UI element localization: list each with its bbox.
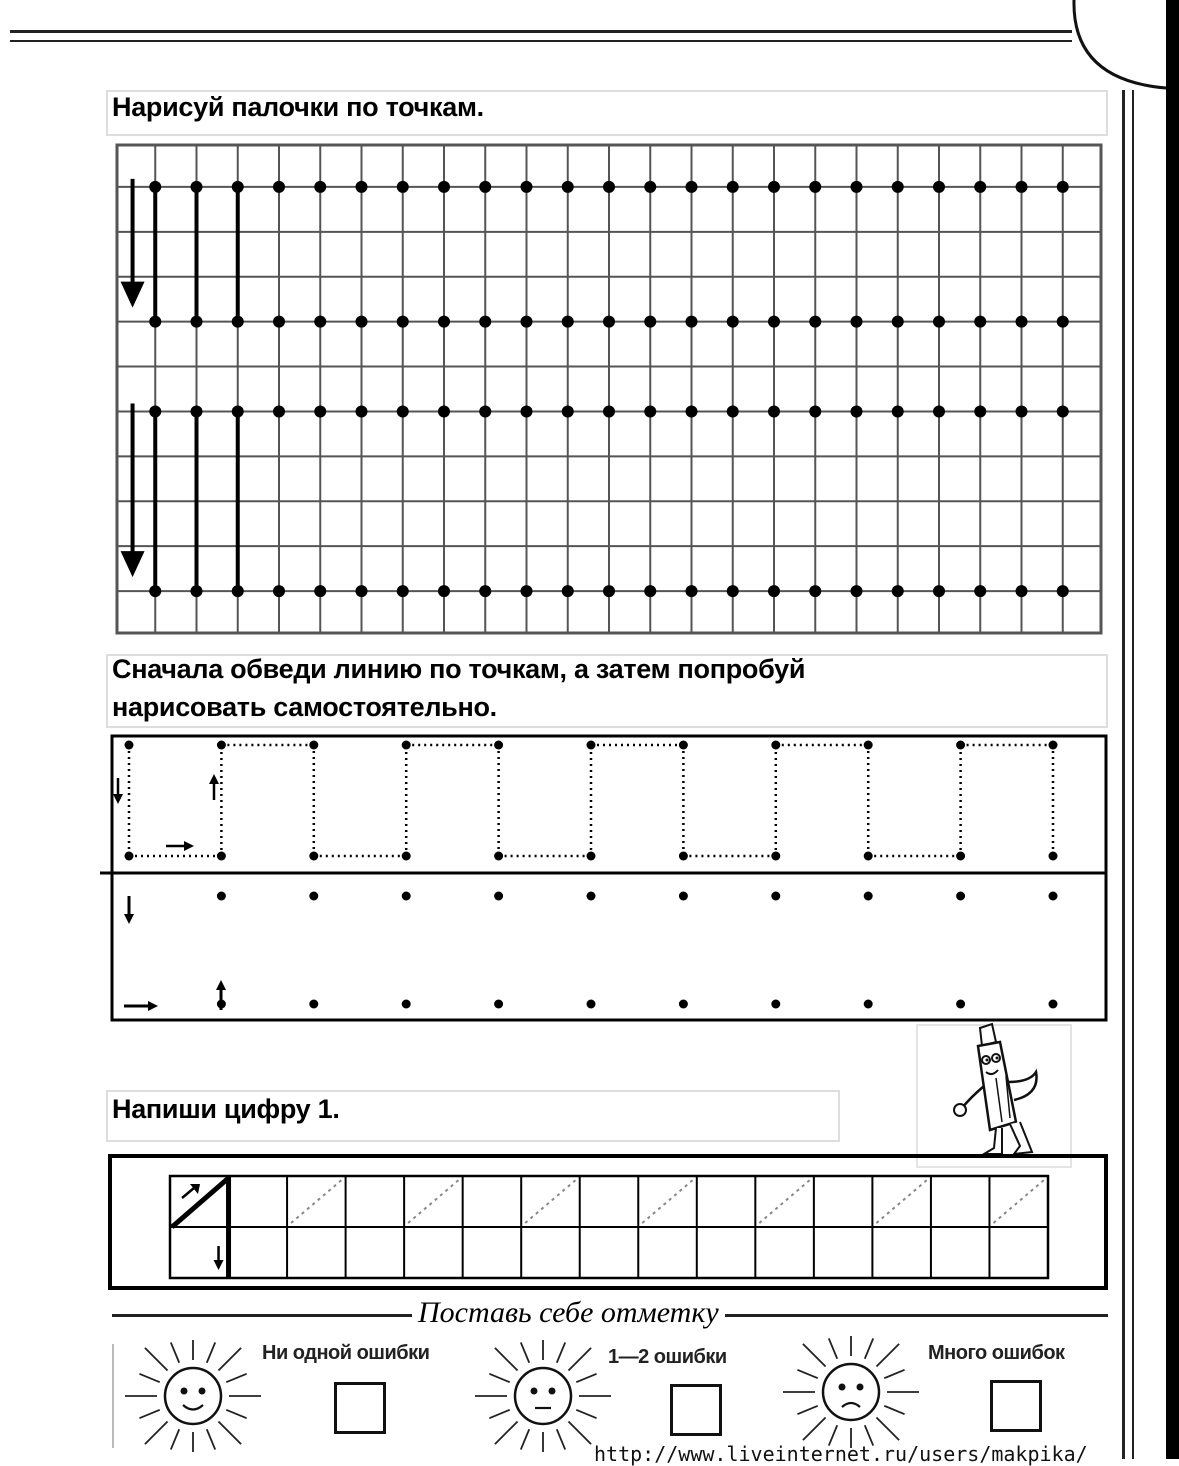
dot bbox=[149, 181, 161, 193]
dot bbox=[309, 1000, 318, 1009]
dot bbox=[771, 892, 780, 901]
dot bbox=[686, 405, 698, 417]
grade-label-no-errors: Ни одной ошибки bbox=[262, 1342, 430, 1364]
right-edge bbox=[1166, 0, 1179, 1459]
dot bbox=[851, 316, 863, 328]
dot bbox=[273, 181, 285, 193]
dot bbox=[356, 316, 368, 328]
dot bbox=[686, 181, 698, 193]
dot bbox=[232, 316, 244, 328]
dot bbox=[232, 181, 244, 193]
dot bbox=[933, 316, 945, 328]
dot bbox=[686, 585, 698, 597]
dot bbox=[686, 316, 698, 328]
dot bbox=[397, 316, 409, 328]
sun-ray bbox=[139, 1374, 159, 1382]
dot bbox=[217, 852, 226, 861]
dot bbox=[809, 181, 821, 193]
dot bbox=[397, 405, 409, 417]
dot bbox=[479, 405, 491, 417]
up-arrow-icon bbox=[209, 774, 219, 784]
dot bbox=[191, 405, 203, 417]
dot bbox=[438, 181, 450, 193]
dot bbox=[217, 741, 226, 750]
dot bbox=[1057, 585, 1069, 597]
dot bbox=[438, 316, 450, 328]
sun-ray bbox=[145, 1348, 168, 1371]
dot bbox=[356, 405, 368, 417]
dot bbox=[125, 741, 134, 750]
sun-smile-icon bbox=[118, 1340, 268, 1452]
dot bbox=[892, 405, 904, 417]
dot bbox=[974, 181, 986, 193]
sun-ray bbox=[171, 1429, 179, 1449]
dot bbox=[851, 181, 863, 193]
dot bbox=[727, 585, 739, 597]
sample-stroke bbox=[172, 1178, 229, 1227]
dot bbox=[1057, 181, 1069, 193]
dot bbox=[562, 316, 574, 328]
trace-guide bbox=[642, 1180, 693, 1223]
dot bbox=[494, 741, 503, 750]
task2-title-line1: Сначала обведи линию по точкам, а затем попробуй bbox=[112, 654, 806, 684]
sun-eye bbox=[857, 1384, 864, 1391]
sun-ray bbox=[884, 1406, 904, 1414]
task2-title-line2: нарисовать самостоятельно. bbox=[112, 692, 497, 722]
dot bbox=[1049, 1000, 1058, 1009]
sun-ray bbox=[568, 1421, 591, 1444]
dot bbox=[521, 316, 533, 328]
dot bbox=[314, 585, 326, 597]
dot bbox=[1049, 852, 1058, 861]
dot bbox=[562, 181, 574, 193]
sun-ray bbox=[489, 1374, 509, 1382]
dot bbox=[956, 1000, 965, 1009]
up-right-arrow-icon bbox=[182, 1188, 194, 1198]
dot bbox=[356, 585, 368, 597]
sun-ray bbox=[876, 1344, 899, 1367]
wave-trace-area bbox=[100, 730, 1112, 1028]
dot bbox=[587, 1000, 596, 1009]
dot bbox=[864, 852, 873, 861]
sun-eye bbox=[199, 1388, 206, 1395]
dot bbox=[603, 585, 615, 597]
right-arrow-icon bbox=[184, 841, 194, 851]
dot bbox=[809, 405, 821, 417]
trace-guide bbox=[408, 1180, 459, 1223]
dot bbox=[974, 316, 986, 328]
grade-checkbox-no-errors[interactable] bbox=[334, 1382, 386, 1434]
sun-ray bbox=[139, 1410, 159, 1418]
sun-ray bbox=[884, 1370, 904, 1378]
dot bbox=[1016, 405, 1028, 417]
dot bbox=[956, 852, 965, 861]
top-rule bbox=[10, 30, 1072, 33]
dot bbox=[956, 741, 965, 750]
sun-neutral-icon bbox=[468, 1340, 618, 1452]
task3-title: Напиши цифру 1. bbox=[112, 1094, 340, 1124]
dot bbox=[768, 181, 780, 193]
dot bbox=[603, 405, 615, 417]
dot bbox=[603, 181, 615, 193]
down-arrow-icon bbox=[124, 914, 134, 924]
dot bbox=[644, 316, 656, 328]
crayon-character-icon bbox=[940, 1022, 1050, 1166]
sun-ray bbox=[803, 1417, 826, 1440]
dot bbox=[438, 405, 450, 417]
dot bbox=[397, 585, 409, 597]
sun-ray bbox=[218, 1421, 241, 1444]
dot bbox=[521, 181, 533, 193]
dot bbox=[809, 316, 821, 328]
dot bbox=[562, 405, 574, 417]
sun-eye bbox=[549, 1388, 556, 1395]
right-rule-2 bbox=[1132, 90, 1134, 1459]
sun-ray bbox=[489, 1410, 509, 1418]
dot bbox=[603, 316, 615, 328]
dot bbox=[402, 892, 411, 901]
dot bbox=[892, 585, 904, 597]
dot bbox=[402, 1000, 411, 1009]
sun-face bbox=[165, 1368, 221, 1424]
dot bbox=[273, 585, 285, 597]
trace-guide bbox=[291, 1180, 342, 1223]
dot bbox=[273, 405, 285, 417]
dot bbox=[933, 405, 945, 417]
dot bbox=[314, 181, 326, 193]
dot bbox=[438, 585, 450, 597]
dot bbox=[1049, 892, 1058, 901]
dot bbox=[679, 741, 688, 750]
dot bbox=[892, 316, 904, 328]
dot bbox=[851, 585, 863, 597]
wave-frame bbox=[112, 736, 1106, 1020]
sun-ray bbox=[557, 1429, 565, 1449]
sun-ray bbox=[145, 1421, 168, 1444]
dot bbox=[191, 181, 203, 193]
dot bbox=[494, 1000, 503, 1009]
dot bbox=[273, 316, 285, 328]
trace-guide bbox=[759, 1180, 810, 1223]
dot bbox=[587, 892, 596, 901]
dot bbox=[217, 892, 226, 901]
dot bbox=[768, 405, 780, 417]
sun-ray bbox=[829, 1338, 837, 1358]
sun-ray bbox=[576, 1410, 596, 1418]
down-arrow-icon bbox=[121, 551, 145, 577]
down-arrow-icon bbox=[113, 794, 123, 804]
dot bbox=[864, 892, 873, 901]
down-arrow-icon bbox=[214, 1260, 224, 1270]
dot bbox=[771, 741, 780, 750]
right-rule bbox=[1122, 90, 1125, 1459]
sun-ray bbox=[797, 1406, 817, 1414]
dot bbox=[679, 852, 688, 861]
dot bbox=[809, 585, 821, 597]
dot bbox=[933, 585, 945, 597]
dot bbox=[521, 405, 533, 417]
dot bbox=[494, 852, 503, 861]
dot bbox=[768, 316, 780, 328]
dot bbox=[191, 316, 203, 328]
dot bbox=[1016, 316, 1028, 328]
page-corner-tab bbox=[1060, 0, 1170, 100]
dot bbox=[402, 741, 411, 750]
right-arrow-icon bbox=[148, 1001, 158, 1011]
dot bbox=[892, 181, 904, 193]
dot bbox=[771, 852, 780, 861]
sun-ray bbox=[171, 1342, 179, 1362]
dot bbox=[479, 181, 491, 193]
dot bbox=[1057, 405, 1069, 417]
dot bbox=[679, 1000, 688, 1009]
dot bbox=[1016, 181, 1028, 193]
sun-ray bbox=[521, 1342, 529, 1362]
dot bbox=[397, 181, 409, 193]
trace-guide bbox=[993, 1180, 1044, 1223]
sun-ray bbox=[576, 1374, 596, 1382]
footer-url[interactable]: http://www.liveinternet.ru/users/makpika/ bbox=[594, 1442, 1088, 1466]
dot bbox=[1016, 585, 1028, 597]
dot bbox=[191, 585, 203, 597]
sun-ray bbox=[876, 1417, 899, 1440]
dot bbox=[149, 585, 161, 597]
dot bbox=[1049, 741, 1058, 750]
dot bbox=[727, 405, 739, 417]
trace-guide bbox=[876, 1180, 927, 1223]
sun-ray bbox=[797, 1370, 817, 1378]
dot bbox=[149, 316, 161, 328]
sun-face bbox=[823, 1364, 879, 1420]
dot bbox=[1057, 316, 1069, 328]
dot bbox=[644, 405, 656, 417]
sun-ray bbox=[207, 1342, 215, 1362]
dot bbox=[727, 181, 739, 193]
sun-face bbox=[515, 1368, 571, 1424]
sun-ray bbox=[557, 1342, 565, 1362]
sun-ray bbox=[568, 1348, 591, 1371]
grading-heading: Поставь себе отметку bbox=[412, 1296, 725, 1330]
dot bbox=[644, 585, 656, 597]
sun-ray bbox=[218, 1348, 241, 1371]
sun-eye bbox=[181, 1388, 188, 1395]
dot bbox=[356, 181, 368, 193]
dot bbox=[587, 741, 596, 750]
sun-eye bbox=[531, 1388, 538, 1395]
grade-label-many-errors: Много ошибок bbox=[928, 1342, 1065, 1364]
dot bbox=[314, 316, 326, 328]
grading-left-rule bbox=[112, 1344, 114, 1448]
dot bbox=[587, 852, 596, 861]
task1-title: Нарисуй палочки по точкам. bbox=[112, 92, 484, 122]
digit-one-practice bbox=[108, 1152, 1110, 1292]
grade-label-few-errors: 1—2 ошибки bbox=[608, 1346, 727, 1368]
dot bbox=[232, 585, 244, 597]
dot bbox=[956, 892, 965, 901]
sun-ray bbox=[207, 1429, 215, 1449]
dot bbox=[727, 316, 739, 328]
up-arrow-icon bbox=[216, 980, 226, 990]
down-arrow-icon bbox=[121, 282, 145, 308]
sun-ray bbox=[495, 1421, 518, 1444]
dot bbox=[309, 852, 318, 861]
sun-ray bbox=[803, 1344, 826, 1367]
dot bbox=[149, 405, 161, 417]
dot bbox=[933, 181, 945, 193]
dot bbox=[479, 316, 491, 328]
dot bbox=[679, 892, 688, 901]
dot bbox=[232, 405, 244, 417]
dot bbox=[644, 181, 656, 193]
dot bbox=[974, 585, 986, 597]
sun-ray bbox=[226, 1410, 246, 1418]
dot bbox=[479, 585, 491, 597]
dot bbox=[562, 585, 574, 597]
dot bbox=[771, 1000, 780, 1009]
sun-ray bbox=[495, 1348, 518, 1371]
top-rule-2 bbox=[10, 40, 1072, 42]
sun-ray bbox=[521, 1429, 529, 1449]
dot bbox=[851, 405, 863, 417]
dot bbox=[494, 892, 503, 901]
grade-checkbox-many-errors[interactable] bbox=[990, 1380, 1042, 1432]
sun-eye bbox=[839, 1384, 846, 1391]
dot bbox=[125, 852, 134, 861]
dot bbox=[314, 405, 326, 417]
dot bbox=[402, 852, 411, 861]
grade-checkbox-few-errors[interactable] bbox=[670, 1384, 722, 1436]
sun-sad-icon bbox=[776, 1336, 926, 1448]
trace-guide bbox=[525, 1180, 576, 1223]
dot bbox=[864, 1000, 873, 1009]
dot bbox=[309, 741, 318, 750]
sun-ray bbox=[226, 1374, 246, 1382]
dot bbox=[864, 741, 873, 750]
dot bbox=[768, 585, 780, 597]
dot bbox=[309, 892, 318, 901]
dot bbox=[974, 405, 986, 417]
stick-grid bbox=[114, 142, 1110, 642]
dot bbox=[521, 585, 533, 597]
sun-ray bbox=[865, 1338, 873, 1358]
